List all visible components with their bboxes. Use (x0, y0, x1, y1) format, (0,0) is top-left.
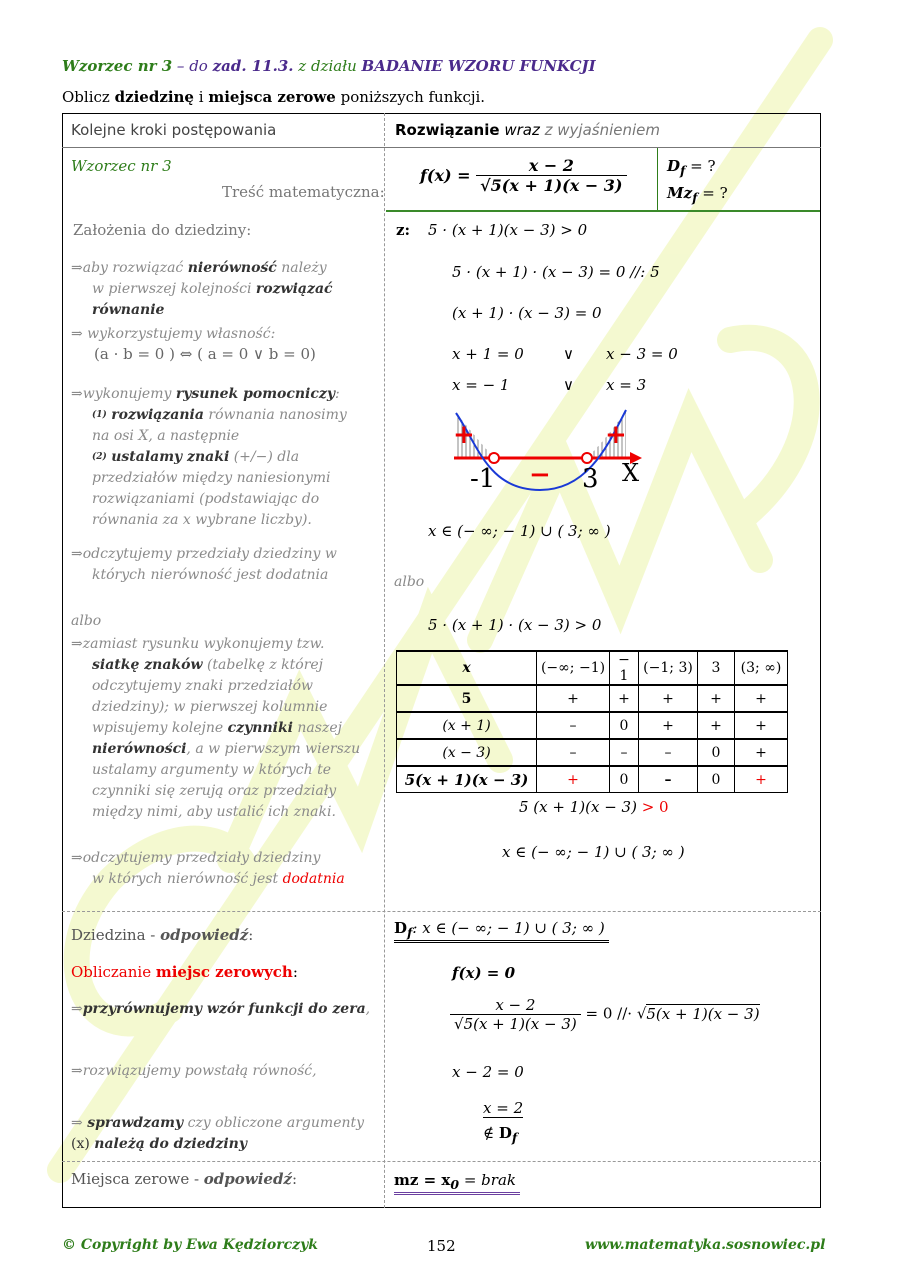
zf-mult: //· (612, 1004, 637, 1023)
mq-mz: Mz (667, 184, 693, 202)
linear-equation: x − 2 = 0 (452, 1063, 524, 1081)
z-label: z: (396, 221, 411, 239)
section-name: BADANIE WZORU FUNKCJI (361, 57, 596, 75)
s6c: dodatnia (282, 871, 345, 887)
s5j: , a w pierwszym wierszu (186, 741, 361, 757)
grid-cell: – (610, 739, 639, 766)
instr-domain: dziedzinę (114, 88, 194, 106)
pattern-label: Wzorzec nr 3 (62, 57, 173, 75)
dq-d: D (667, 157, 681, 175)
step-inequality (71, 258, 371, 321)
s5c: (tabelkę z której (202, 657, 324, 673)
label-minus1: -1 (470, 464, 496, 494)
instr-post: poniższych funkcji. (335, 88, 486, 106)
grid-cell: + (698, 712, 735, 739)
zero-fraction (450, 996, 581, 1033)
z-inequality: 5 · (x + 1)(x − 3) > 0 (428, 221, 588, 239)
step-equate-zero (71, 999, 370, 1020)
fraction-denominator: √5(x + 1)(x − 3) (480, 176, 623, 195)
grid-header-row (397, 651, 788, 685)
task-ref: zad. 11.3. (212, 57, 294, 75)
grid-cell: + (639, 712, 698, 739)
step-read-domain-2 (71, 848, 345, 890)
s3i: przedziałów między naniesionymi (92, 470, 331, 486)
equation-4b: x = 3 (606, 376, 647, 394)
grid-cell: + (735, 739, 788, 766)
instruction (62, 88, 485, 106)
zeros-question (667, 184, 728, 205)
grid-cell: (x − 3) (397, 739, 537, 766)
s3n1: (1) (92, 410, 107, 420)
root-point-3 (582, 453, 592, 463)
green-vline (657, 148, 658, 212)
grid-cell: + (537, 766, 610, 793)
minus-middle: − (529, 460, 551, 490)
zeros-label (71, 963, 298, 981)
ge-a: 5 (x + 1)(x − 3) (519, 798, 637, 816)
header-rule (62, 147, 821, 148)
grid-cell: – (537, 712, 610, 739)
dfa-sub: f (407, 925, 413, 940)
grid-cell: + (698, 685, 735, 712)
s4a: ⇒odczytujemy przedziały dziedziny w (71, 546, 337, 562)
equation-1: 5 · (x + 1) · (x − 3) = 0 //: 5 (452, 263, 660, 281)
equation-4a: x = − 1 (452, 376, 510, 394)
s5g: czynniki (227, 720, 293, 736)
zf-mult-root: 5(x + 1)(x − 3) (646, 1004, 760, 1023)
s3h: (+/−) dla (229, 449, 300, 465)
mza-sub: 0 (450, 1177, 460, 1192)
mza-b: = brak (459, 1171, 516, 1189)
s3e: równania nanosimy (203, 407, 347, 423)
from-section: z działu (293, 57, 362, 75)
s3a: ⇒wykonujemy (71, 386, 176, 402)
grid-cell: – (537, 739, 610, 766)
right-col-header (395, 121, 660, 139)
grid-cell: 0 (610, 766, 639, 793)
grid-h4: 3 (698, 651, 735, 685)
root-point-minus1 (489, 453, 499, 463)
domain-question (667, 157, 716, 178)
z1a: ⇒ (71, 1001, 83, 1017)
s5i: nierówności (92, 741, 187, 757)
step-property: ⇒ wykorzystujemy własność: (71, 326, 276, 342)
grid-h3: (−1; 3) (639, 651, 698, 685)
fraction-numerator: x − 2 (476, 156, 626, 176)
da-a: Dziedzina - (71, 926, 161, 944)
property-formula: (a · b = 0 ) ⇔ ( a = 0 ∨ b = 0) (94, 345, 316, 363)
s5m: między nimi, aby ustalić ich znaki. (92, 804, 336, 820)
function-formula (420, 156, 627, 195)
s5h: naszej (292, 720, 342, 736)
grid-cell: 5(x + 1)(x − 3) (397, 766, 537, 793)
result-2: x ∈ (− ∞; − 1) ∪ ( 3; ∞ ) (502, 843, 685, 861)
z3d: (x) (71, 1136, 95, 1152)
s3b: rysunek pomocniczy (175, 386, 335, 402)
ni-sym: ∉ (483, 1124, 499, 1142)
s5a: ⇒zamiast rysunku wykonujemy tzw. (71, 636, 325, 652)
grid-cell: 0 (698, 766, 735, 793)
s3f: na osi X, a następnie (92, 428, 240, 444)
zf-num: x − 2 (450, 996, 581, 1015)
s3d: rozwiązania (111, 407, 204, 423)
s1d: w pierwszej kolejności (92, 281, 256, 297)
grid-cell: + (610, 685, 639, 712)
s3g: ustalamy znaki (111, 449, 230, 465)
grid-cell: – (639, 766, 698, 793)
grid-cell: + (537, 685, 610, 712)
f-equals-zero: f(x) = 0 (452, 964, 516, 982)
equation-3b: x − 3 = 0 (606, 345, 678, 363)
zl-c: : (292, 963, 298, 981)
grid-cell: (x + 1) (397, 712, 537, 739)
grid-h5: (3; ∞) (735, 651, 788, 685)
s1a: ⇒aby rozwiązać (71, 260, 188, 276)
z1b: przyrównujemy wzór funkcji do zera (82, 1001, 366, 1017)
footer-site[interactable]: www.matematyka.sosnowiec.pl (585, 1237, 826, 1253)
da-b: odpowiedź (160, 926, 249, 944)
table-row (397, 685, 788, 712)
right-header-bold: Rozwiązanie (395, 121, 500, 139)
zeros-answer-label (71, 1170, 297, 1188)
left-col-header: Kolejne kroki postępowania (71, 121, 277, 139)
grid-expression (519, 798, 669, 816)
s4b: których nierówność jest dodatnia (92, 567, 329, 583)
grid-cell: + (735, 712, 788, 739)
grid-cell: + (735, 766, 788, 793)
equation-2: (x + 1) · (x − 3) = 0 (452, 304, 602, 322)
grid-h1: (−∞; −1) (537, 651, 610, 685)
z3e: należą do dziedziny (94, 1136, 247, 1152)
zeros-answer (394, 1171, 520, 1195)
s3k: równania za x wybrane liczby). (92, 512, 312, 528)
ge-b: > 0 (636, 798, 669, 816)
right-albo: albo (394, 574, 425, 590)
footer-copyright: © Copyright by Ewa Kędziorczyk (62, 1237, 318, 1253)
zl-b: miejsc zerowych (155, 963, 293, 981)
s6a: ⇒odczytujemy przedziały dziedziny (71, 850, 321, 866)
z3c: czy obliczone argumenty (183, 1115, 365, 1131)
da-c: : (248, 926, 254, 944)
label-3: 3 (582, 464, 599, 494)
s5e: dziedziny); w pierwszej kolumnie (92, 699, 328, 715)
za-a: Miejsca zerowe - (71, 1170, 204, 1188)
grid-cell: – (639, 739, 698, 766)
plus-left: + (453, 420, 475, 450)
column-separator (384, 113, 385, 1208)
zf-radicand: 5(x + 1)(x − 3) (463, 1015, 577, 1033)
grid-cell: 0 (610, 712, 639, 739)
left-pattern: Wzorzec nr 3 (71, 157, 172, 175)
rule-zeros (62, 1161, 821, 1162)
instr-pre: Oblicz (62, 88, 115, 106)
den-radicand: 5(x + 1)(x − 3) (490, 176, 623, 195)
dfa-d: D (394, 919, 408, 937)
dq-q: = ? (685, 157, 716, 175)
right-header-rest: z wyjaśnieniem (539, 121, 660, 139)
mza-a: mz = x (394, 1171, 451, 1189)
fx-lhs: f(x) = (420, 166, 471, 185)
or-1: ∨ (563, 345, 574, 363)
equation-3a: x + 1 = 0 (452, 345, 524, 363)
s1c: należy (276, 260, 327, 276)
grid-cell: 0 (698, 739, 735, 766)
z3a: ⇒ (71, 1115, 88, 1131)
step-solve: ⇒rozwiązujemy powstałą równość, (71, 1063, 317, 1079)
x-equals-2: x = 2 (483, 1099, 524, 1117)
zero-equation: $\frac{x - 2}{√5(x + 1)(x - 3)}$ = 0 //· √5(x + 1)(x − 3) (450, 996, 760, 1033)
z3b: sprawdzamy (87, 1115, 184, 1131)
sign-grid (396, 650, 788, 793)
s1b: nierówność (187, 260, 277, 276)
ni-sub: f (511, 1130, 518, 1145)
page-number: 152 (427, 1237, 456, 1255)
zf-den: √5(x + 1)(x − 3) (454, 1015, 577, 1033)
step-sign-grid (71, 634, 376, 823)
right-header-italic: wraz (499, 121, 540, 139)
grid-cell: + (639, 685, 698, 712)
plus-right: + (605, 420, 627, 450)
s1e: rozwiązać (255, 281, 333, 297)
za-b: odpowiedź (203, 1170, 292, 1188)
step-check (71, 1113, 376, 1155)
s1f: równanie (92, 302, 165, 318)
green-hline (386, 210, 820, 212)
dq-sub: f (680, 163, 686, 178)
not-in-domain (483, 1124, 517, 1145)
instr-mid: i (193, 88, 209, 106)
zf-eq: = 0 (580, 1004, 613, 1023)
table-row (397, 712, 788, 739)
s5k: ustalamy argumenty w których te (92, 762, 332, 778)
grid-h2: − 1 (610, 651, 639, 685)
s3j: rozwiązaniami (podstawiając do (92, 491, 320, 507)
grid-cell: 5 (397, 685, 537, 712)
s3n2: (2) (92, 452, 107, 462)
result-1: x ∈ (− ∞; − 1) ∪ ( 3; ∞ ) (428, 522, 611, 540)
domain-answer (394, 919, 609, 943)
s5l: czynniki się zerują oraz przedziały (92, 783, 337, 799)
ni-d: D (498, 1124, 512, 1142)
grid-cell: + (735, 685, 788, 712)
left-albo: albo (71, 613, 102, 629)
domain-answer-label (71, 926, 253, 944)
s3c: : (334, 386, 340, 402)
zl-a: Obliczanie (71, 963, 156, 981)
z1c: , (365, 1001, 371, 1017)
inequality-2: 5 · (x + 1) · (x − 3) > 0 (428, 616, 602, 634)
mq-sub: f (692, 190, 698, 205)
s5b: siatkę znaków (92, 657, 203, 673)
rule-domain (62, 911, 821, 912)
s5f: wpisujemy kolejne (92, 720, 228, 736)
page-header (62, 57, 596, 75)
domain-assumptions: Założenia do dziedziny: (73, 221, 252, 239)
or-2: ∨ (563, 376, 574, 394)
mq-q: = ? (697, 184, 728, 202)
table-row (397, 766, 788, 793)
step-drawing (71, 384, 376, 531)
function-fraction (476, 156, 626, 195)
dfa-text: : x ∈ (− ∞; − 1) ∪ ( 3; ∞ ) (412, 919, 605, 937)
step-read-domain (71, 544, 337, 586)
za-c: : (291, 1170, 298, 1188)
table-row (397, 739, 788, 766)
label-x: X (622, 459, 640, 487)
math-content-label: Treść matematyczna: (222, 183, 385, 201)
dash-do: – do (172, 57, 213, 75)
grid-h0: x (397, 651, 537, 685)
s6b: w których nierówność jest (92, 871, 283, 887)
instr-zeros: miejsca zerowe (208, 88, 336, 106)
s5d: odczytujemy znaki przedziałów (92, 678, 313, 694)
